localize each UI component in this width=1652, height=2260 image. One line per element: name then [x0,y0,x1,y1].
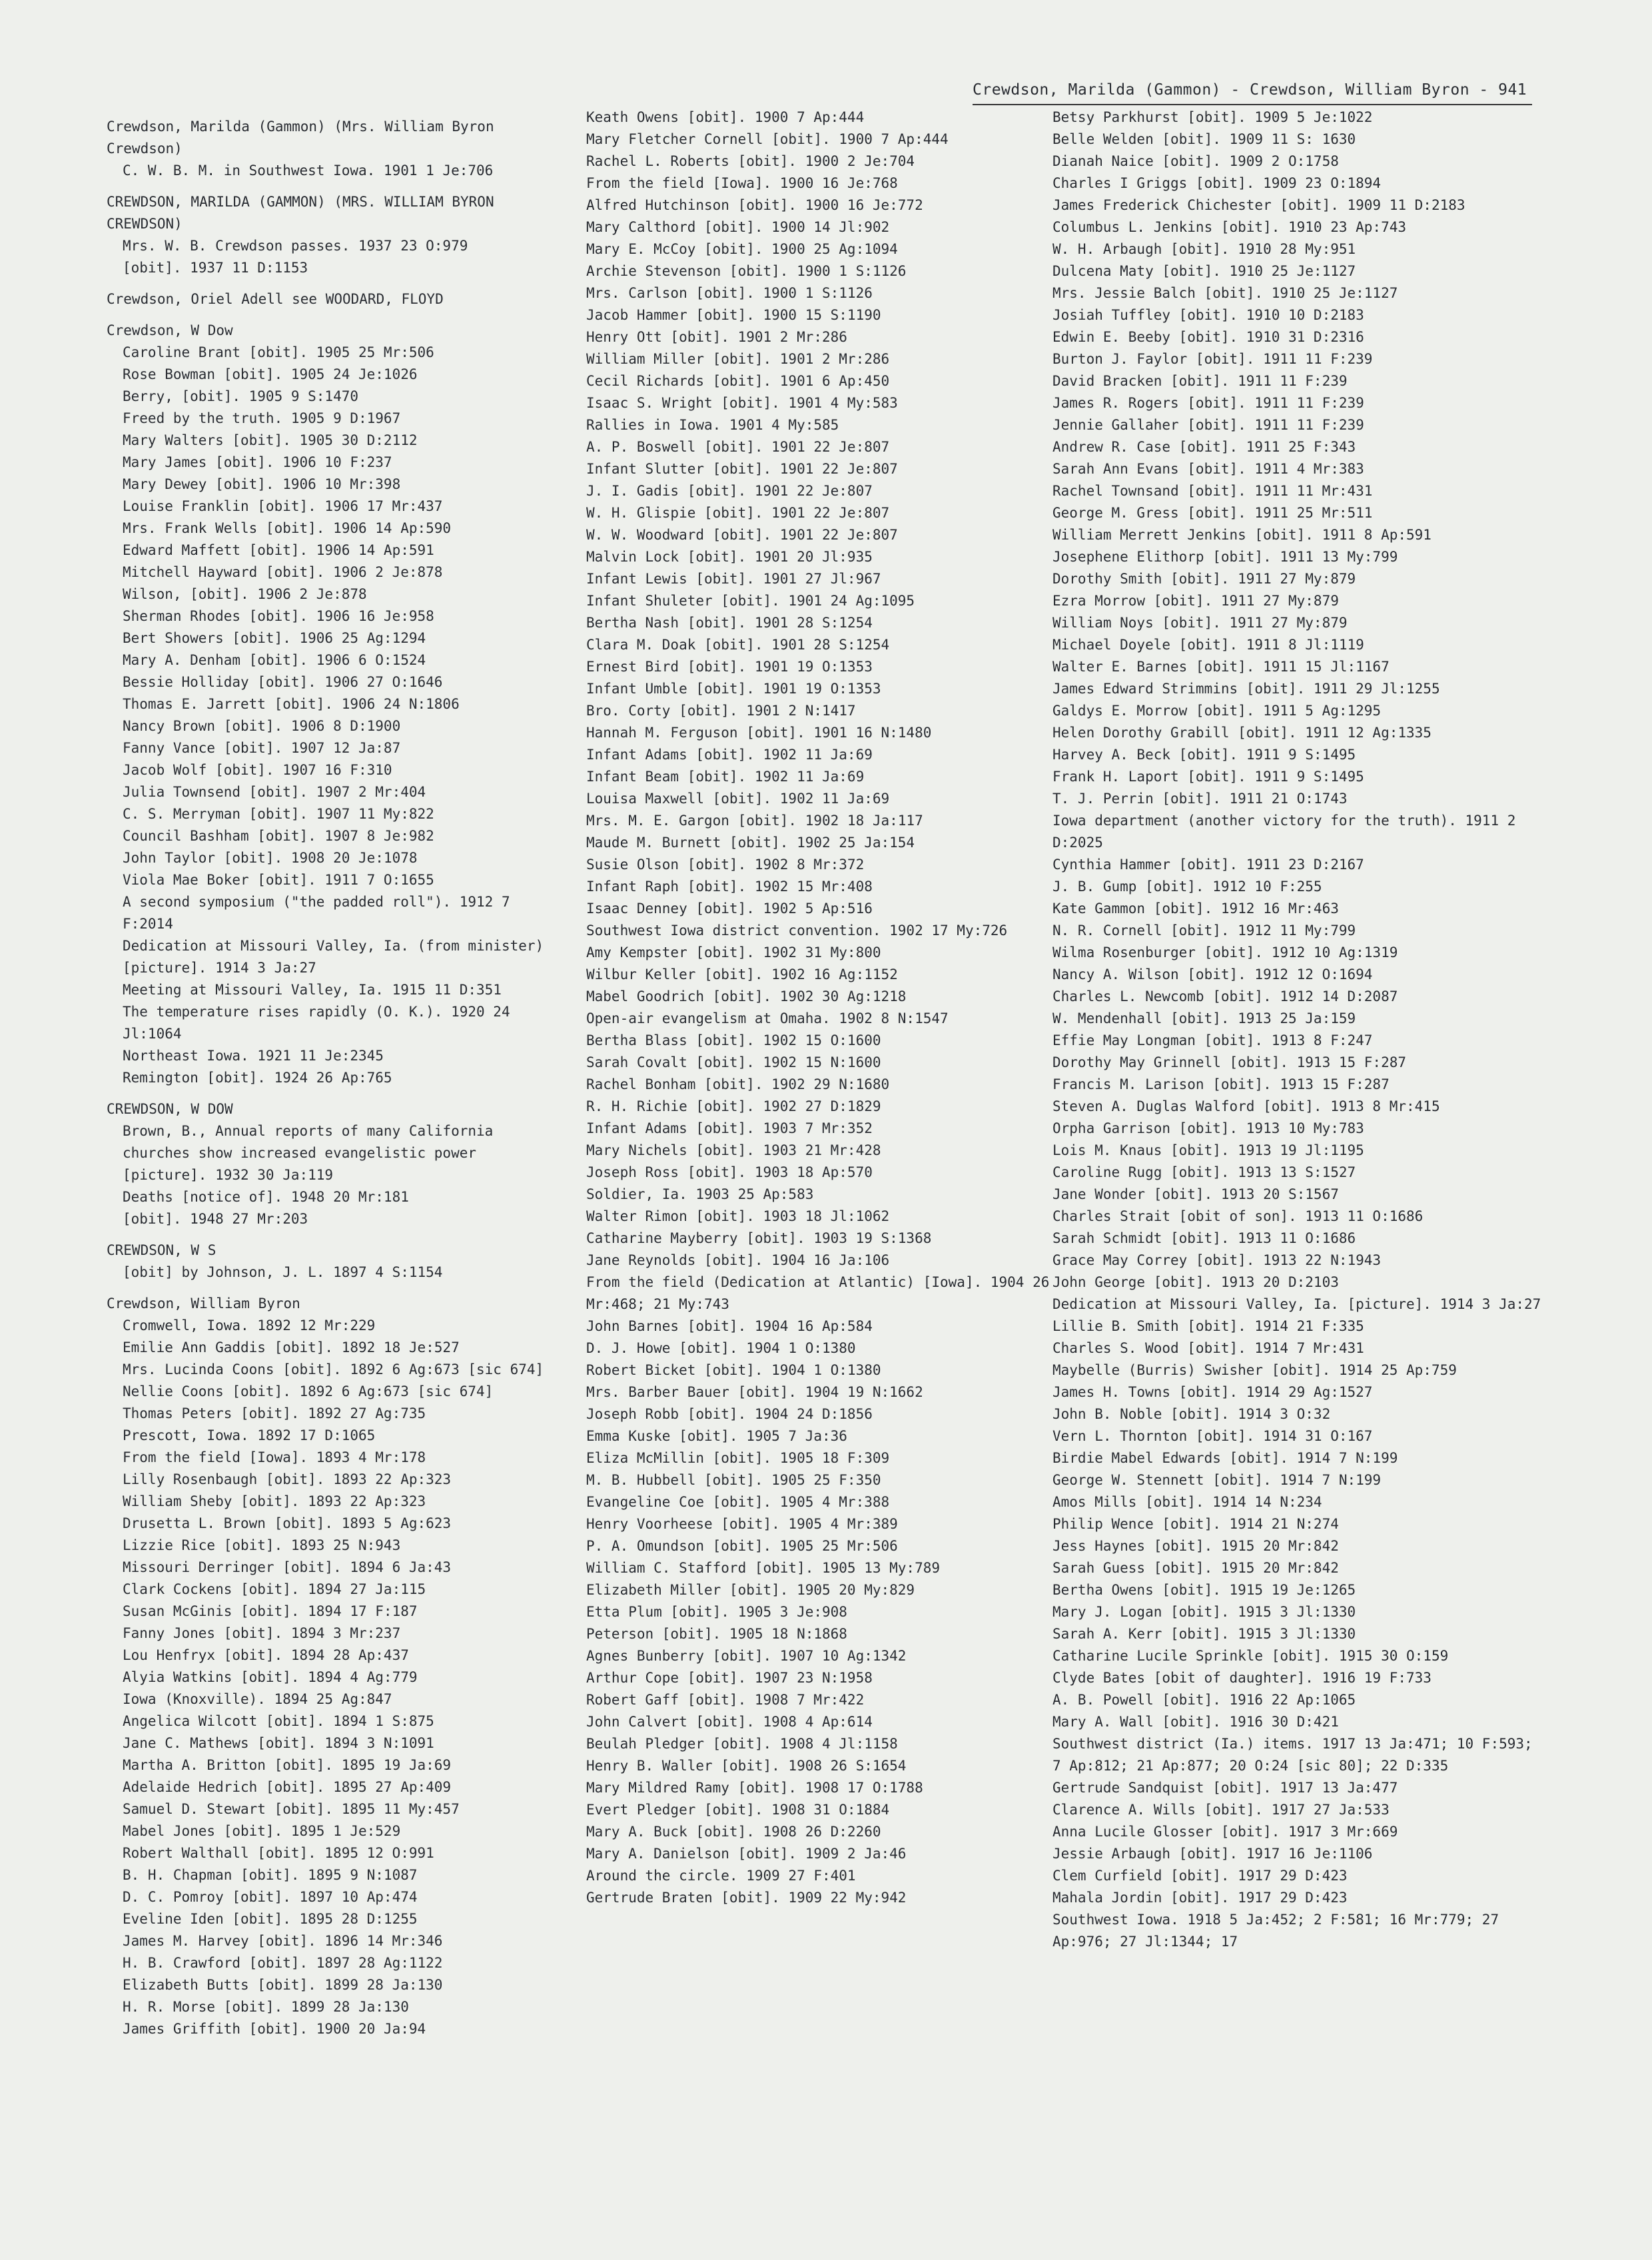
index-entry: Henry B. Waller [obit]. 1908 26 S:1654 [586,1758,907,1774]
index-entry: James Frederick Chichester [obit]. 1909 11 D:2183 [1052,197,1465,213]
column-3 [1052,107,1545,1953]
index-entry: Infant Adams [obit]. 1903 7 Mr:352 [586,1120,873,1136]
index-entry: Charles L. Newcomb [obit]. 1912 14 D:2087 [1052,988,1398,1004]
index-heading: Crewdson, W Dow [107,322,233,338]
header-rule [973,104,1532,105]
index-entry: Isaac S. Wright [obit]. 1901 4 My:583 [586,395,898,411]
index-entry: Lou Henfryx [obit]. 1894 28 Ap:437 [123,1647,409,1663]
index-entry: Sarah A. Kerr [obit]. 1915 3 Jl:1330 [1052,1626,1356,1642]
index-entry: Charles S. Wood [obit]. 1914 7 Mr:431 [1052,1340,1364,1356]
index-entry: R. H. Richie [obit]. 1902 27 D:1829 [586,1098,881,1114]
index-entry: Josiah Tuffley [obit]. 1910 10 D:2183 [1052,307,1364,323]
index-entry: Frank H. Laport [obit]. 1911 9 S:1495 [1052,769,1364,785]
column-1 [107,107,566,2040]
index-entry: Bertha Blass [obit]. 1902 15 O:1600 [586,1032,881,1048]
index-entry: Louise Franklin [obit]. 1906 17 Mr:437 [123,498,443,514]
index-entry: Emilie Ann Gaddis [obit]. 1892 18 Je:527 [123,1339,460,1355]
index-entry: Clark Cockens [obit]. 1894 27 Ja:115 [123,1581,426,1597]
index-entry: Open-air evangelism at Omaha. 1902 8 N:1547 [586,1010,949,1026]
index-entry: Infant Umble [obit]. 1901 19 O:1353 [586,681,881,697]
index-entry: The temperature rises rapidly (O. K.). 1920 24 Jl:1064 [123,1004,510,1042]
index-entry: William C. Stafford [obit]. 1905 13 My:789 [586,1560,941,1576]
index-entry: Clem Curfield [obit]. 1917 29 D:423 [1052,1868,1348,1884]
index-entry: Caroline Rugg [obit]. 1913 13 S:1527 [1052,1164,1356,1180]
index-entry: Edward Maffett [obit]. 1906 14 Ap:591 [123,542,434,558]
index-entry: Mrs. M. E. Gargon [obit]. 1902 18 Ja:117 [586,813,923,829]
index-entry: Mary Nichels [obit]. 1903 21 Mr:428 [586,1142,881,1158]
index-entry: James Griffith [obit]. 1900 20 Ja:94 [123,2021,426,2037]
index-entry: M. B. Hubbell [obit]. 1905 25 F:350 [586,1472,881,1488]
index-entry: George W. Stennett [obit]. 1914 7 N:199 [1052,1472,1382,1488]
index-entry: Agnes Bunberry [obit]. 1907 10 Ag:1342 [586,1648,907,1664]
index-entry: Dorothy Smith [obit]. 1911 27 My:879 [1052,571,1356,587]
page-header [973,81,1532,99]
index-entry: T. J. Perrin [obit]. 1911 21 O:1743 [1052,791,1348,807]
index-entry: Infant Shuleter [obit]. 1901 24 Ag:1095 [586,593,915,609]
index-entry: Amos Mills [obit]. 1914 14 N:234 [1052,1494,1322,1510]
index-entry: Mary J. Logan [obit]. 1915 3 Jl:1330 [1052,1604,1356,1620]
index-entry: Iowa (Knoxville). 1894 25 Ag:847 [123,1691,392,1707]
index-entry: Samuel D. Stewart [obit]. 1895 11 My:457 [123,1801,460,1817]
index-entry: Beulah Pledger [obit]. 1908 4 Jl:1158 [586,1736,898,1752]
index-entry: Bertha Nash [obit]. 1901 28 S:1254 [586,615,873,631]
index-entry: Grace May Correy [obit]. 1913 22 N:1943 [1052,1252,1382,1268]
index-entry: Mahala Jordin [obit]. 1917 29 D:423 [1052,1890,1348,1906]
index-entry: Mrs. Jessie Balch [obit]. 1910 25 Je:1127 [1052,285,1398,301]
index-entry: Peterson [obit]. 1905 18 N:1868 [586,1626,847,1642]
index-entry: Infant Raph [obit]. 1902 15 Mr:408 [586,879,873,895]
index-entry: N. R. Cornell [obit]. 1912 11 My:799 [1052,923,1356,939]
index-entry: Missouri Derringer [obit]. 1894 6 Ja:43 [123,1559,452,1575]
index-entry: Evangeline Coe [obit]. 1905 4 Mr:388 [586,1494,890,1510]
index-entry: James H. Towns [obit]. 1914 29 Ag:1527 [1052,1384,1373,1400]
index-entry: Francis M. Larison [obit]. 1913 15 F:287 [1052,1076,1390,1092]
index-entry: Dedication at Missouri Valley, Ia. [picture]. 1914 3 Ja:27 [1052,1296,1541,1312]
index-entry: Clarence A. Wills [obit]. 1917 27 Ja:533 [1052,1802,1390,1818]
index-entry: Southwest district (Ia.) items. 1917 13 Ja:471; 10 F:593; 7 Ap:812; 21 Ap:877; 20 O:24 [sic 80]; 22 D:335 [1052,1736,1533,1774]
index-entry: James Edward Strimmins [obit]. 1911 29 Jl:1255 [1052,681,1440,697]
index-heading: Crewdson, William Byron [107,1296,300,1312]
index-entry: Infant Adams [obit]. 1902 11 Ja:69 [586,747,873,763]
index-entry: Deaths [notice of]. 1948 20 Mr:181 [123,1189,409,1205]
index-entry: Mrs. Barber Bauer [obit]. 1904 19 N:1662 [586,1384,923,1400]
index-entry: Robert Walthall [obit]. 1895 12 O:991 [123,1845,434,1861]
index-entry: Maude M. Burnett [obit]. 1902 25 Ja:154 [586,835,915,851]
index-entry: Mary E. McCoy [obit]. 1900 25 Ag:1094 [586,241,898,257]
index-entry: From the field [Iowa]. 1900 16 Je:768 [586,175,898,191]
index-entry: Council Bashham [obit]. 1907 8 Je:982 [123,828,434,844]
index-entry: William Miller [obit]. 1901 2 Mr:286 [586,351,890,367]
index-entry: Cynthia Hammer [obit]. 1911 23 D:2167 [1052,857,1364,873]
index-entry: Jessie Arbaugh [obit]. 1917 16 Je:1106 [1052,1846,1373,1862]
index-entry: [obit]. 1937 11 D:1153 [123,260,308,276]
index-entry: W. Mendenhall [obit]. 1913 25 Ja:159 [1052,1010,1356,1026]
index-heading: CREWDSON, MARILDA (GAMMON) (MRS. WILLIAM BYRON CREWDSON) [107,194,494,232]
index-entry: W. W. Woodward [obit]. 1901 22 Je:807 [586,527,898,543]
index-entry: Mary Mildred Ramy [obit]. 1908 17 O:1788 [586,1780,923,1796]
index-entry: J. B. Gump [obit]. 1912 10 F:255 [1052,879,1322,895]
page-header-text: Crewdson, Marilda (Gammon) - Crewdson, William Byron - 941 [973,81,1527,99]
index-entry: Galdys E. Morrow [obit]. 1911 5 Ag:1295 [1052,703,1382,719]
index-entry: Rachel Bonham [obit]. 1902 29 N:1680 [586,1076,890,1092]
index-entry: Steven A. Duglas Walford [obit]. 1913 8 Mr:415 [1052,1098,1440,1114]
index-entry: Cromwell, Iowa. 1892 12 Mr:229 [123,1318,376,1333]
index-entry: D. C. Pomroy [obit]. 1897 10 Ap:474 [123,1889,418,1905]
index-entry: Jennie Gallaher [obit]. 1911 11 F:239 [1052,417,1364,433]
index-entry: John Calvert [obit]. 1908 4 Ap:614 [586,1714,873,1730]
index-entry: Charles I Griggs [obit]. 1909 23 O:1894 [1052,175,1382,191]
index-entry: Angelica Wilcott [obit]. 1894 1 S:875 [123,1713,434,1729]
index-heading: CREWDSON, W DOW [107,1101,233,1117]
index-entry: H. B. Crawford [obit]. 1897 28 Ag:1122 [123,1955,443,1971]
index-entry: Burton J. Faylor [obit]. 1911 11 F:239 [1052,351,1373,367]
index-entry: Mary James [obit]. 1906 10 F:237 [123,454,392,470]
index-entry: Nancy A. Wilson [obit]. 1912 12 O:1694 [1052,966,1373,982]
index-entry: Dorothy May Grinnell [obit]. 1913 15 F:287 [1052,1054,1407,1070]
index-entry: Infant Beam [obit]. 1902 11 Ja:69 [586,769,865,785]
index-entry: D. J. Howe [obit]. 1904 1 O:1380 [586,1340,856,1356]
index-entry: Mrs. Frank Wells [obit]. 1906 14 Ap:590 [123,520,452,536]
index-entry: Wilson, [obit]. 1906 2 Je:878 [123,586,367,602]
index-entry: [obit] by Johnson, J. L. 1897 4 S:1154 [123,1264,443,1280]
index-entry: Walter Rimon [obit]. 1903 18 Jl:1062 [586,1208,890,1224]
index-entry: Birdie Mabel Edwards [obit]. 1914 7 N:199 [1052,1450,1398,1466]
index-entry: Hannah M. Ferguson [obit]. 1901 16 N:1480 [586,725,932,741]
index-entry: Anna Lucile Glosser [obit]. 1917 3 Mr:669 [1052,1824,1398,1840]
index-entry: Rachel Townsand [obit]. 1911 11 Mr:431 [1052,483,1373,499]
index-entry: C. W. B. M. in Southwest Iowa. 1901 1 Je:706 [123,163,494,179]
index-entry: Southwest Iowa district convention. 1902 17 My:726 [586,923,1008,939]
index-entry: Isaac Denney [obit]. 1902 5 Ap:516 [586,901,873,917]
index-entry: W. H. Arbaugh [obit]. 1910 28 My:951 [1052,241,1356,257]
index-entry: Infant Lewis [obit]. 1901 27 Jl:967 [586,571,881,587]
index-entry: Adelaide Hedrich [obit]. 1895 27 Ap:409 [123,1779,452,1795]
index-entry: Thomas E. Jarrett [obit]. 1906 24 N:1806 [123,696,460,712]
index-entry: Mary Fletcher Cornell [obit]. 1900 7 Ap:444 [586,131,949,147]
index-entry: Effie May Longman [obit]. 1913 8 F:247 [1052,1032,1373,1048]
index-entry: From the field [Iowa]. 1893 4 Mr:178 [123,1449,426,1465]
index-entry: Michael Doyele [obit]. 1911 8 Jl:1119 [1052,637,1364,653]
index-entry: Mary A. Buck [obit]. 1908 26 D:2260 [586,1824,881,1840]
index-entry: Mary Walters [obit]. 1905 30 D:2112 [123,432,418,448]
index-entry: Robert Bicket [obit]. 1904 1 O:1380 [586,1362,881,1378]
index-entry: William Sheby [obit]. 1893 22 Ap:323 [123,1493,426,1509]
index-entry: John Barnes [obit]. 1904 16 Ap:584 [586,1318,873,1334]
index-entry: H. R. Morse [obit]. 1899 28 Ja:130 [123,1999,409,2015]
index-entry: Columbus L. Jenkins [obit]. 1910 23 Ap:743 [1052,219,1407,235]
index-entry: Mrs. Lucinda Coons [obit]. 1892 6 Ag:673 [sic 674] [123,1361,544,1377]
index-entry: Sarah Ann Evans [obit]. 1911 4 Mr:383 [1052,461,1364,477]
index-entry: Etta Plum [obit]. 1905 3 Je:908 [586,1604,847,1620]
index-entry: Jane Wonder [obit]. 1913 20 S:1567 [1052,1186,1339,1202]
index-entry: Arthur Cope [obit]. 1907 23 N:1958 [586,1670,873,1686]
index-entry: Fanny Vance [obit]. 1907 12 Ja:87 [123,740,401,756]
index-entry: Jane Reynolds [obit]. 1904 16 Ja:106 [586,1252,890,1268]
index-entry: Clyde Bates [obit of daughter]. 1916 19 F:733 [1052,1670,1432,1686]
index-entry: Mary A. Wall [obit]. 1916 30 D:421 [1052,1714,1339,1730]
index-entry: C. S. Merryman [obit]. 1907 11 My:822 [123,806,434,822]
index-heading: Crewdson, Oriel Adell see WOODARD, FLOYD [107,291,444,307]
index-entry: Susie Olson [obit]. 1902 8 Mr:372 [586,857,865,873]
index-entry: John George [obit]. 1913 20 D:2103 [1052,1274,1339,1290]
index-entry: Sarah Covalt [obit]. 1902 15 N:1600 [586,1054,881,1070]
index-entry: Lois M. Knaus [obit]. 1913 19 Jl:1195 [1052,1142,1364,1158]
index-entry: Betsy Parkhurst [obit]. 1909 5 Je:1022 [1052,109,1373,125]
index-entry: Henry Voorheese [obit]. 1905 4 Mr:389 [586,1516,898,1532]
index-entry: Lillie B. Smith [obit]. 1914 21 F:335 [1052,1318,1364,1334]
index-entry: Lizzie Rice [obit]. 1893 25 N:943 [123,1537,401,1553]
index-entry: Joseph Ross [obit]. 1903 18 Ap:570 [586,1164,873,1180]
index-entry: John B. Noble [obit]. 1914 3 O:32 [1052,1406,1331,1422]
index-entry: Jess Haynes [obit]. 1915 20 Mr:842 [1052,1538,1339,1554]
index-entry: Orpha Garrison [obit]. 1913 10 My:783 [1052,1120,1364,1136]
index-entry: B. H. Chapman [obit]. 1895 9 N:1087 [123,1867,418,1883]
index-entry: Rose Bowman [obit]. 1905 24 Je:1026 [123,366,418,382]
index-entry: W. H. Glispie [obit]. 1901 22 Je:807 [586,505,890,521]
index-entry: Meeting at Missouri Valley, Ia. 1915 11 D:351 [123,982,502,998]
index-entry: James R. Rogers [obit]. 1911 11 F:239 [1052,395,1364,411]
index-entry: Northeast Iowa. 1921 11 Je:2345 [123,1048,384,1064]
index-entry: Andrew R. Case [obit]. 1911 25 F:343 [1052,439,1356,455]
index-entry: Catharine Lucile Sprinkle [obit]. 1915 30 O:159 [1052,1648,1449,1664]
index-entry: Bro. Corty [obit]. 1901 2 N:1417 [586,703,856,719]
index-entry: William Noys [obit]. 1911 27 My:879 [1052,615,1348,631]
index-entry: J. I. Gadis [obit]. 1901 22 Je:807 [586,483,873,499]
index-entry: Susan McGinis [obit]. 1894 17 F:187 [123,1603,418,1619]
index-entry: [obit]. 1948 27 Mr:203 [123,1211,308,1227]
index-entry: Soldier, Ia. 1903 25 Ap:583 [586,1186,814,1202]
index-entry: Archie Stevenson [obit]. 1900 1 S:1126 [586,263,907,279]
index-entry: Joseph Robb [obit]. 1904 24 D:1856 [586,1406,873,1422]
index-entry: A second symposium ("the padded roll"). 1912 7 F:2014 [123,894,510,932]
index-entry: Vern L. Thornton [obit]. 1914 31 O:167 [1052,1428,1373,1444]
index-entry: Mitchell Hayward [obit]. 1906 2 Je:878 [123,564,443,580]
index-entry: Elizabeth Miller [obit]. 1905 20 My:829 [586,1582,915,1598]
index-entry: Keath Owens [obit]. 1900 7 Ap:444 [586,109,865,125]
index-entry: Robert Gaff [obit]. 1908 7 Mr:422 [586,1692,865,1708]
index-entry: Around the circle. 1909 27 F:401 [586,1868,856,1884]
index-entry: Prescott, Iowa. 1892 17 D:1065 [123,1427,376,1443]
index-entry: Mary A. Danielson [obit]. 1909 2 Ja:46 [586,1846,907,1862]
index-entry: Fanny Jones [obit]. 1894 3 Mr:237 [123,1625,401,1641]
index-entry: Henry Ott [obit]. 1901 2 Mr:286 [586,329,847,345]
index-entry: A. P. Boswell [obit]. 1901 22 Je:807 [586,439,890,455]
index-entry: Mabel Jones [obit]. 1895 1 Je:529 [123,1823,401,1839]
index-entry: Bert Showers [obit]. 1906 25 Ag:1294 [123,630,426,646]
index-entry: George M. Gress [obit]. 1911 25 Mr:511 [1052,505,1373,521]
index-entry: Gertrude Braten [obit]. 1909 22 My:942 [586,1890,907,1906]
index-entry: David Bracken [obit]. 1911 11 F:239 [1052,373,1348,389]
index-entry: Helen Dorothy Grabill [obit]. 1911 12 Ag:1335 [1052,725,1432,741]
index-entry: Thomas Peters [obit]. 1892 27 Ag:735 [123,1405,426,1421]
index-entry: Iowa department (another victory for the truth). 1911 2 D:2025 [1052,813,1516,851]
index-entry: Viola Mae Boker [obit]. 1911 7 O:1655 [123,872,434,888]
index-entry: Dulcena Maty [obit]. 1910 25 Je:1127 [1052,263,1356,279]
index-entry: Alyia Watkins [obit]. 1894 4 Ag:779 [123,1669,418,1685]
index-entry: Harvey A. Beck [obit]. 1911 9 S:1495 [1052,747,1356,763]
index-entry: Nellie Coons [obit]. 1892 6 Ag:673 [sic 674] [123,1383,494,1399]
index-entry: Mrs. W. B. Crewdson passes. 1937 23 O:979 [123,238,468,254]
index-heading: Crewdson, Marilda (Gammon) (Mrs. William Byron Crewdson) [107,119,494,157]
index-entry: Mary Calthord [obit]. 1900 14 Jl:902 [586,219,890,235]
index-entry: Clara M. Doak [obit]. 1901 28 S:1254 [586,637,890,653]
index-entry: Josephene Elithorp [obit]. 1911 13 My:799 [1052,549,1398,565]
index-entry: Freed by the truth. 1905 9 D:1967 [123,410,401,426]
index-entry: Bertha Owens [obit]. 1915 19 Je:1265 [1052,1582,1356,1598]
index-entry: Kate Gammon [obit]. 1912 16 Mr:463 [1052,901,1339,917]
index-entry: William Merrett Jenkins [obit]. 1911 8 Ap:591 [1052,527,1432,543]
index-entry: Remington [obit]. 1924 26 Ap:765 [123,1070,392,1086]
index-entry: Lilly Rosenbaugh [obit]. 1893 22 Ap:323 [123,1471,452,1487]
index-entry: Ernest Bird [obit]. 1901 19 O:1353 [586,659,873,675]
index-entry: Berry, [obit]. 1905 9 S:1470 [123,388,359,404]
index-entry: Philip Wence [obit]. 1914 21 N:274 [1052,1516,1339,1532]
index-entry: Belle Welden [obit]. 1909 11 S: 1630 [1052,131,1356,147]
index-entry: Wilma Rosenburger [obit]. 1912 10 Ag:1319 [1052,944,1398,960]
index-entry: John Taylor [obit]. 1908 20 Je:1078 [123,850,418,866]
index-entry: Mary Dewey [obit]. 1906 10 Mr:398 [123,476,401,492]
index-entry: Julia Townsend [obit]. 1907 2 Mr:404 [123,784,426,800]
index-entry: Southwest Iowa. 1918 5 Ja:452; 2 F:581; 16 Mr:779; 27 Ap:976; 27 Jl:1344; 17 [1052,1912,1499,1950]
index-entry: Walter E. Barnes [obit]. 1911 15 Jl:1167 [1052,659,1390,675]
index-entry: Rallies in Iowa. 1901 4 My:585 [586,417,839,433]
index-entry: Sherman Rhodes [obit]. 1906 16 Je:958 [123,608,434,624]
index-entry: Sarah Guess [obit]. 1915 20 Mr:842 [1052,1560,1339,1576]
index-entry: Dianah Naice [obit]. 1909 2 O:1758 [1052,153,1339,169]
index-entry: James M. Harvey [obit]. 1896 14 Mr:346 [123,1933,443,1949]
index-entry: Alfred Hutchinson [obit]. 1900 16 Je:772 [586,197,923,213]
index-entry: Nancy Brown [obit]. 1906 8 D:1900 [123,718,401,734]
index-entry: Charles Strait [obit of son]. 1913 11 O:1686 [1052,1208,1424,1224]
index-heading: CREWDSON, W S [107,1242,216,1258]
index-entry: Malvin Lock [obit]. 1901 20 Jl:935 [586,549,873,565]
index-entry: Jacob Wolf [obit]. 1907 16 F:310 [123,762,392,778]
column-2 [586,107,1052,1909]
index-entry: Emma Kuske [obit]. 1905 7 Ja:36 [586,1428,847,1444]
index-entry: Jane C. Mathews [obit]. 1894 3 N:1091 [123,1735,434,1751]
index-entry: Martha A. Britton [obit]. 1895 19 Ja:69 [123,1757,452,1773]
index-entry: Jacob Hammer [obit]. 1900 15 S:1190 [586,307,881,323]
index-entry: From the field (Dedication at Atlantic) [Iowa]. 1904 26 Mr:468; 21 My:743 [586,1274,1050,1312]
index-entry: Wilbur Keller [obit]. 1902 16 Ag:1152 [586,966,898,982]
index-entry: A. B. Powell [obit]. 1916 22 Ap:1065 [1052,1692,1356,1708]
index-entry: Dedication at Missouri Valley, Ia. (from minister) [picture]. 1914 3 Ja:27 [123,938,544,976]
index-entry: Catharine Mayberry [obit]. 1903 19 S:1368 [586,1230,932,1246]
index-entry: Edwin E. Beeby [obit]. 1910 31 D:2316 [1052,329,1364,345]
index-entry: Rachel L. Roberts [obit]. 1900 2 Je:704 [586,153,915,169]
index-entry: Drusetta L. Brown [obit]. 1893 5 Ag:623 [123,1515,452,1531]
index-entry: Ezra Morrow [obit]. 1911 27 My:879 [1052,593,1339,609]
index-entry: P. A. Omundson [obit]. 1905 25 Mr:506 [586,1538,898,1554]
index-entry: Mary A. Denham [obit]. 1906 6 O:1524 [123,652,426,668]
index-entry: Maybelle (Burris) Swisher [obit]. 1914 25 Ap:759 [1052,1362,1457,1378]
index-entry: Brown, B., Annual reports of many California churches show increased evangelistic power [picture]. 1932 30 Ja:119 [123,1123,494,1183]
index-entry: Amy Kempster [obit]. 1902 31 My:800 [586,944,881,960]
index-entry: Evert Pledger [obit]. 1908 31 O:1884 [586,1802,890,1818]
index-entry: Eliza McMillin [obit]. 1905 18 F:309 [586,1450,890,1466]
index-entry: Eveline Iden [obit]. 1895 28 D:1255 [123,1911,418,1927]
index-entry: Sarah Schmidt [obit]. 1913 11 O:1686 [1052,1230,1356,1246]
index-entry: Cecil Richards [obit]. 1901 6 Ap:450 [586,373,890,389]
index-entry: Gertrude Sandquist [obit]. 1917 13 Ja:477 [1052,1780,1398,1796]
index-entry: Mrs. Carlson [obit]. 1900 1 S:1126 [586,285,873,301]
index-entry: Bessie Holliday [obit]. 1906 27 O:1646 [123,674,443,690]
index-entry: Infant Slutter [obit]. 1901 22 Je:807 [586,461,898,477]
index-entry: Caroline Brant [obit]. 1905 25 Mr:506 [123,344,434,360]
index-entry: Mabel Goodrich [obit]. 1902 30 Ag:1218 [586,988,907,1004]
index-entry: Elizabeth Butts [obit]. 1899 28 Ja:130 [123,1977,443,1993]
index-entry: Louisa Maxwell [obit]. 1902 11 Ja:69 [586,791,890,807]
